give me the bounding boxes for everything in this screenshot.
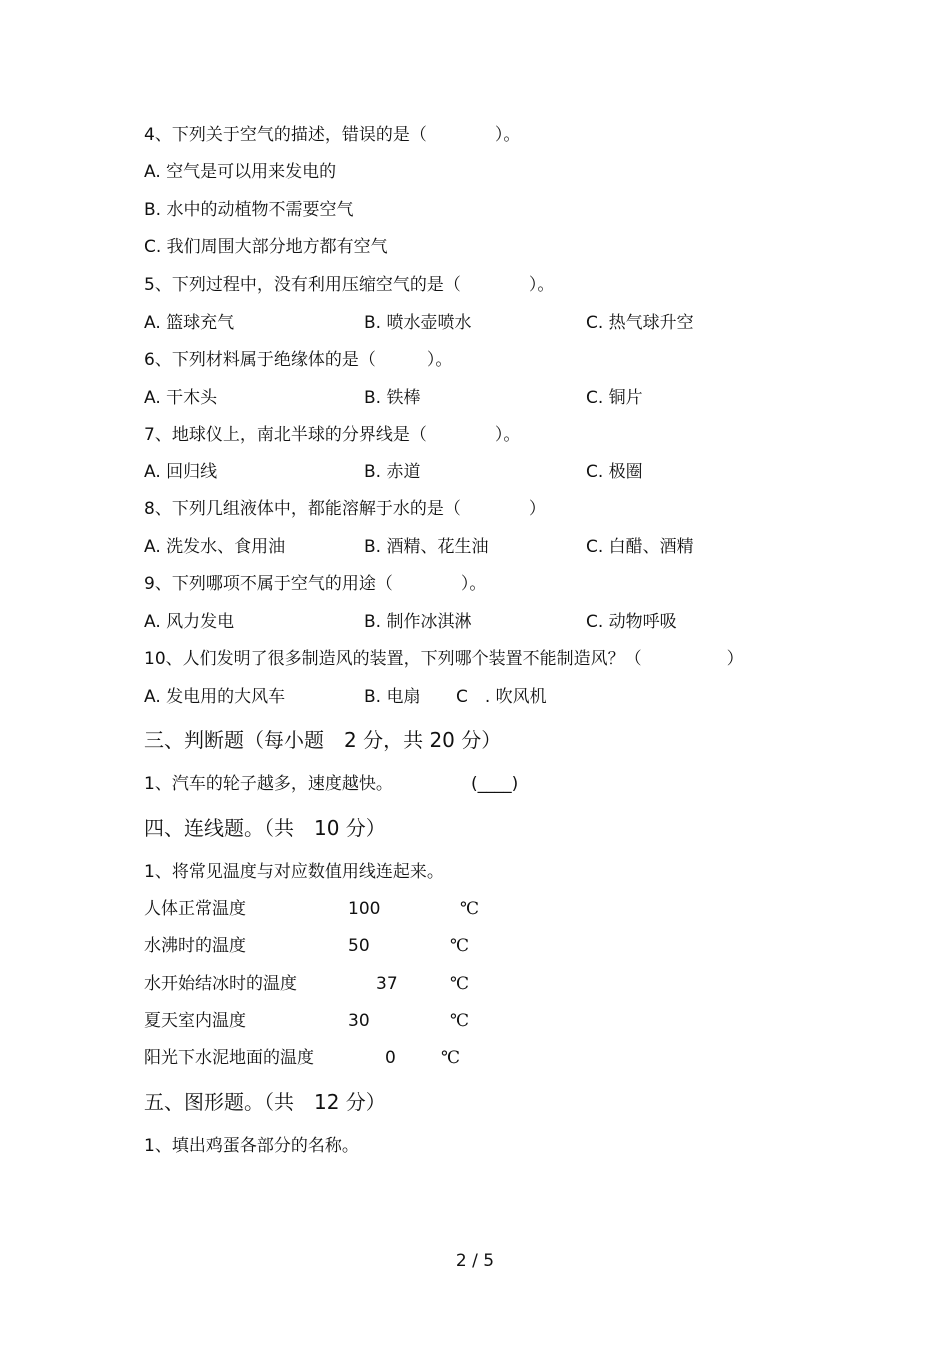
q8-option-a: A. 洗发水、食用油	[144, 537, 286, 557]
section-5-item-1: 1、填出鸡蛋各部分的名称。	[144, 1136, 359, 1156]
q9-option-a: A. 风力发电	[144, 612, 235, 632]
degree-unit: ℃	[460, 899, 480, 919]
match-value: 30	[348, 1011, 370, 1031]
q6-option-c: C. 铜片	[586, 388, 643, 408]
q7-option-a: A. 回归线	[144, 462, 218, 482]
degree-unit: ℃	[450, 936, 470, 956]
match-value: 0	[385, 1048, 396, 1068]
q4-option-a: A. 空气是可以用来发电的	[144, 162, 337, 182]
q6-option-a: A. 干木头	[144, 388, 218, 408]
q10-option-a: A. 发电用的大风车	[144, 687, 286, 707]
q6-option-b: B. 铁棒	[364, 388, 421, 408]
q10-option-b: B. 电扇	[364, 687, 421, 707]
match-value: 100	[348, 899, 381, 919]
q8-option-c: C. 白醋、酒精	[586, 537, 694, 557]
section-4-instruction: 1、将常见温度与对应数值用线连起来。	[144, 862, 444, 882]
question-9: 9、下列哪项不属于空气的用途（ ）。	[144, 574, 487, 594]
match-label: 水沸时的温度	[144, 936, 246, 956]
q10-option-c: C . 吹风机	[456, 687, 547, 707]
section-4-title: 四、连线题。（共 10 分）	[144, 816, 386, 840]
section-3-item-1: 1、汽车的轮子越多，速度越快。	[144, 774, 393, 794]
q7-option-c: C. 极圈	[586, 462, 643, 482]
match-label: 夏天室内温度	[144, 1011, 246, 1031]
q7-option-b: B. 赤道	[364, 462, 421, 482]
match-value: 50	[348, 936, 370, 956]
q4-option-b: B. 水中的动植物不需要空气	[144, 200, 354, 220]
question-6: 6、下列材料属于绝缘体的是（ ）。	[144, 350, 453, 370]
q5-option-a: A. 篮球充气	[144, 313, 235, 333]
q5-option-b: B. 喷水壶喷水	[364, 313, 472, 333]
question-4: 4、下列关于空气的描述，错误的是（ ）。	[144, 125, 521, 145]
q4-option-c: C. 我们周围大部分地方都有空气	[144, 237, 388, 257]
answer-blank: (____)	[471, 774, 519, 794]
match-label: 水开始结冰时的温度	[144, 974, 297, 994]
question-5: 5、下列过程中，没有利用压缩空气的是（ ）。	[144, 275, 555, 295]
question-8: 8、下列几组液体中，都能溶解于水的是（ ）	[144, 499, 546, 519]
degree-unit: ℃	[441, 1048, 461, 1068]
question-10: 10、人们发明了很多制造风的装置，下列哪个装置不能制造风？（ ）	[144, 649, 744, 669]
degree-unit: ℃	[450, 974, 470, 994]
q5-option-c: C. 热气球升空	[586, 313, 694, 333]
section-5-title: 五、图形题。（共 12 分）	[144, 1090, 386, 1114]
q9-option-b: B. 制作冰淇淋	[364, 612, 472, 632]
match-label: 人体正常温度	[144, 899, 246, 919]
degree-unit: ℃	[450, 1011, 470, 1031]
q8-option-b: B. 酒精、花生油	[364, 537, 489, 557]
match-label: 阳光下水泥地面的温度	[144, 1048, 314, 1068]
question-7: 7、地球仪上，南北半球的分界线是（ ）。	[144, 425, 521, 445]
q9-option-c: C. 动物呼吸	[586, 612, 677, 632]
match-value: 37	[376, 974, 398, 994]
page-number: 2 / 5	[455, 1251, 495, 1271]
section-3-title: 三、判断题（每小题 2 分，共 20 分）	[144, 728, 502, 752]
